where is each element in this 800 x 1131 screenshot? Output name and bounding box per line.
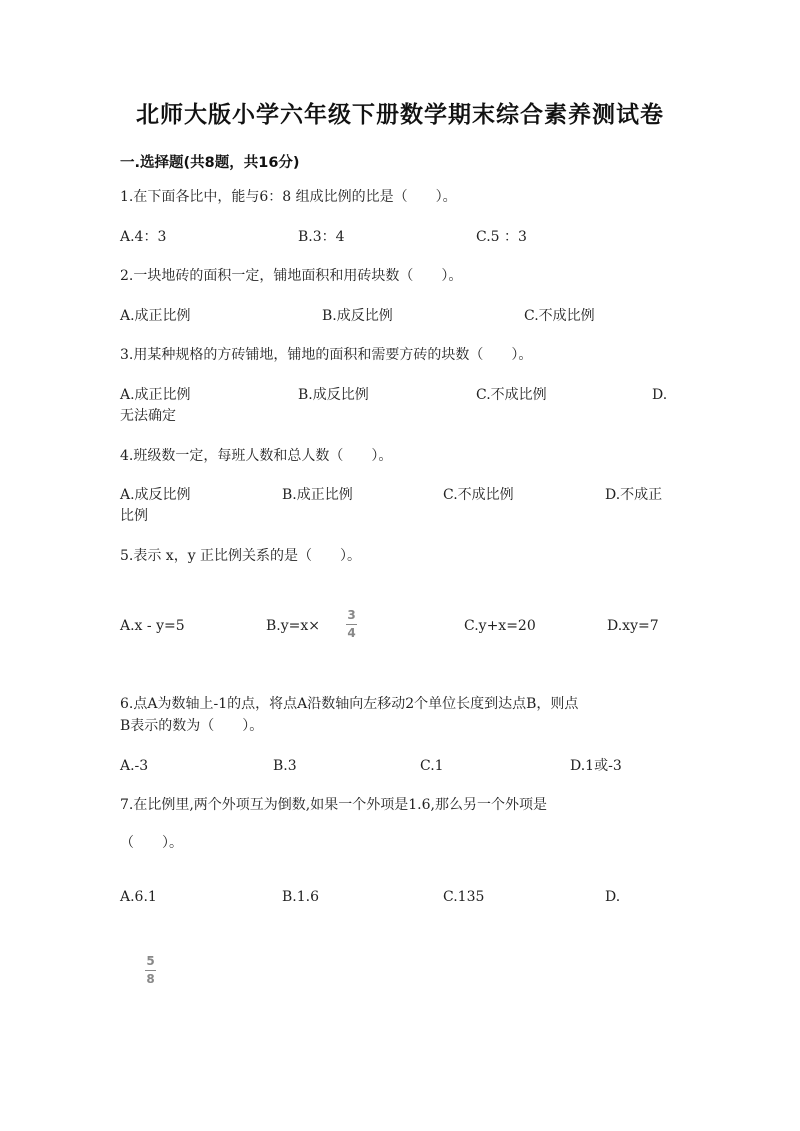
q6-option-c: C.1: [420, 758, 444, 774]
section-heading: 一.选择题(共8题，共16分): [120, 155, 300, 171]
q2-option-a: A.成正比例: [120, 308, 191, 324]
q6-option-d: D.1或-3: [570, 758, 622, 774]
q7-option-a: A.6.1: [120, 889, 157, 905]
q5-option-c: C.y+x=20: [464, 618, 536, 634]
page-title: 北师大版小学六年级下册数学期末综合素养测试卷: [136, 102, 664, 128]
question-4-stem: 4.班级数一定，每班人数和总人数（ ）。: [120, 448, 393, 464]
q4-option-c: C.不成比例: [443, 487, 514, 503]
fraction-numerator: 3: [347, 608, 356, 622]
fraction-bar: [145, 970, 156, 971]
question-7-stem: 7.在比例里,两个外项互为倒数,如果一个外项是1.6,那么另一个外项是: [120, 797, 547, 813]
question-5-stem: 5.表示 x，y 正比例关系的是（ ）。: [120, 548, 362, 564]
q1-option-a: A.4：3: [120, 229, 167, 245]
question-1-stem: 1.在下面各比中，能与6：8 组成比例的比是（ ）。: [120, 189, 457, 205]
q5-option-d: D.xy=7: [607, 618, 659, 634]
q4-option-d: D.不成正: [605, 487, 663, 503]
q3-option-c: C.不成比例: [476, 387, 547, 403]
fraction-bar: [346, 624, 357, 625]
q5-option-b: B.y=x×: [266, 618, 321, 634]
question-6-stem: 6.点A为数轴上-1的点，将点A沿数轴向左移动2个单位长度到达点B，则点: [120, 696, 579, 712]
fraction-numerator: 5: [146, 954, 155, 968]
fraction-denominator: 4: [347, 626, 356, 640]
q4-option-b: B.成正比例: [282, 487, 353, 503]
question-2-stem: 2.一块地砖的面积一定，铺地面积和用砖块数（ ）。: [120, 268, 463, 284]
q3-option-a: A.成正比例: [120, 387, 191, 403]
q7-option-d-fraction: [145, 955, 156, 986]
q5-option-a: A.x - y=5: [120, 618, 185, 634]
question-6-stem-line2: B表示的数为（ ）。: [120, 718, 264, 734]
q6-option-b: B.3: [273, 758, 297, 774]
q4-option-a: A.成反比例: [120, 487, 191, 503]
q7-option-c: C.135: [443, 889, 485, 905]
question-3-stem: 3.用某种规格的方砖铺地，铺地的面积和需要方砖的块数（ ）。: [120, 347, 533, 363]
q7-option-b: B.1.6: [282, 889, 320, 905]
q6-option-a: A.-3: [120, 758, 149, 774]
fraction-denominator: 8: [146, 972, 155, 986]
q3-option-b: B.成反比例: [298, 387, 369, 403]
q5-option-b-fraction: [346, 609, 357, 640]
q7-option-d: D.: [605, 889, 621, 905]
q2-option-c: C.不成比例: [524, 308, 595, 324]
q1-option-b: B.3：4: [298, 229, 345, 245]
question-7-stem-line2: （ ）。: [120, 835, 183, 851]
q3-option-d: D.: [652, 387, 668, 403]
q2-option-b: B.成反比例: [322, 308, 393, 324]
q3-option-d-text: 无法确定: [120, 408, 176, 424]
q1-option-c: C.5 ：3: [476, 229, 527, 245]
q4-option-d-text: 比例: [120, 508, 148, 524]
